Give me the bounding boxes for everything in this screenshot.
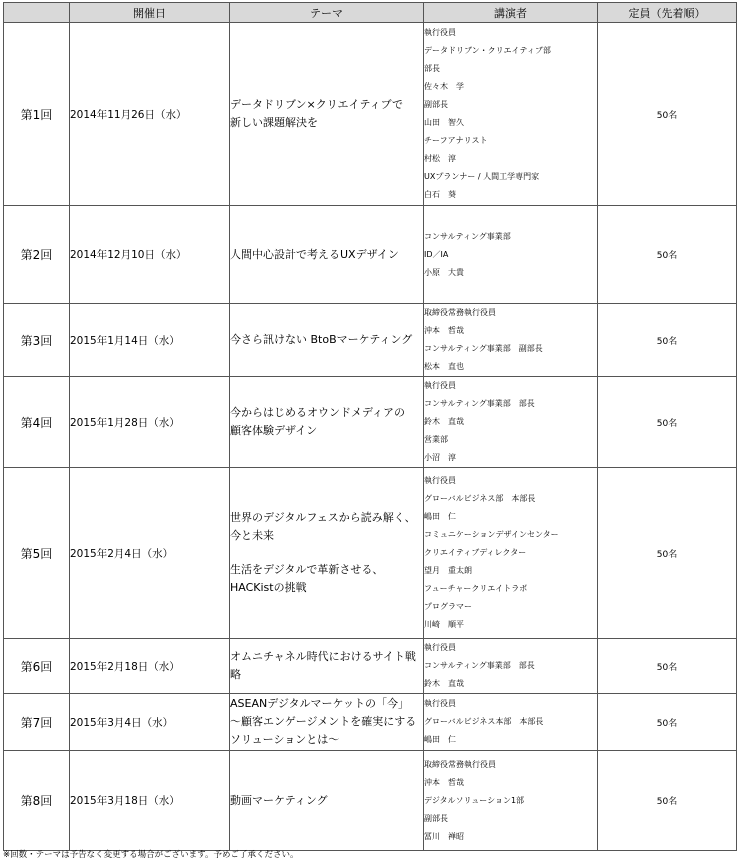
theme-line: 略 (230, 668, 241, 681)
speaker-line: 沖本 哲哉 (424, 777, 464, 787)
session-capacity: 50名 (598, 639, 737, 694)
session-number: 第8回 (4, 751, 70, 851)
session-date: 2015年3月18日（水） (70, 751, 230, 851)
speaker-line: UXプランナー / 人間工学専門家 (424, 172, 540, 181)
header-row (4, 3, 737, 23)
speaker-line: 佐々木 学 (424, 82, 464, 91)
speaker-line: 営業部 (424, 435, 448, 444)
speaker-line: 取締役常務執行役員 (424, 308, 496, 317)
session-capacity: 50名 (598, 206, 737, 304)
speaker-line: 副部長 (424, 813, 448, 823)
session-date: 2015年1月28日（水） (70, 377, 230, 468)
speaker-line: 沖本 哲哉 (424, 326, 464, 335)
speaker-line: 嶋田 仁 (424, 512, 456, 521)
speaker-line: 山田 智久 (424, 118, 464, 127)
speaker-line: コンサルティング事業部 部長 (424, 399, 535, 408)
speaker-line: 小沼 淳 (424, 453, 456, 462)
session-capacity: 50名 (598, 304, 737, 377)
session-capacity: 50名 (598, 377, 737, 468)
speaker-line: 執行役員 (424, 643, 456, 652)
theme-line: 今と未来 (230, 529, 274, 542)
session-theme (230, 206, 424, 304)
header-capacity: 定員（先着順） (598, 3, 737, 23)
speaker-line: コミュニケーションデザインセンター (424, 530, 559, 539)
theme-line: ASEANデジタルマーケットの「今」 (230, 697, 409, 710)
speaker-line: 鈴木 直哉 (424, 679, 464, 688)
speaker-line: コンサルティング事業部 部長 (424, 661, 535, 670)
session-capacity: 50名 (598, 23, 737, 206)
speaker-line: ID／IA (424, 249, 449, 259)
session-theme (230, 304, 424, 377)
session-date: 2014年12月10日（水） (70, 206, 230, 304)
session-date: 2014年11月26日（水） (70, 23, 230, 206)
session-theme (230, 694, 424, 751)
session-number: 第1回 (4, 23, 70, 206)
header-speakers: 講演者 (424, 3, 598, 23)
session-number: 第4回 (4, 377, 70, 468)
session-theme (230, 377, 424, 468)
speaker-line: 取締役常務執行役員 (424, 759, 496, 769)
speaker-line: クリエイティブディレクター (424, 548, 527, 557)
speaker-line: フューチャークリエイトラボ (424, 584, 528, 593)
speaker-line: 松本 直也 (424, 362, 464, 371)
speaker-line: データドリブン・クリエイティブ部 (424, 46, 551, 55)
theme-spacer (230, 545, 423, 561)
table-row (4, 468, 737, 639)
header-date: 開催日 (70, 3, 230, 23)
table-row (4, 751, 737, 851)
speaker-line: コンサルティング事業部 副部長 (424, 344, 543, 353)
theme-line: ～顧客エンゲージメントを確実にする (230, 715, 417, 728)
table-row (4, 304, 737, 377)
speaker-line: 執行役員 (424, 699, 456, 708)
session-date: 2015年2月4日（水） (70, 468, 230, 639)
theme-line: データドリブン×クリエイティブで (230, 98, 404, 111)
session-date: 2015年2月18日（水） (70, 639, 230, 694)
speaker-line: 部長 (424, 64, 440, 73)
theme-line: 動画マーケティング (230, 793, 328, 807)
speaker-line: グローバルビジネス部 本部長 (424, 494, 536, 503)
session-number: 第2回 (4, 206, 70, 304)
session-speakers (424, 206, 598, 304)
speaker-line: 川崎 順平 (424, 620, 464, 629)
session-speakers (424, 751, 598, 851)
speaker-line: 執行役員 (424, 476, 456, 485)
table-row (4, 639, 737, 694)
session-capacity: 50名 (598, 751, 737, 851)
session-speakers (424, 639, 598, 694)
speaker-line: 冨川 禅昭 (424, 831, 464, 841)
speaker-line: 副部長 (424, 100, 448, 109)
speaker-line: 小原 大貴 (424, 267, 464, 277)
seminar-schedule-table (3, 2, 737, 851)
session-date: 2015年1月14日（水） (70, 304, 230, 377)
theme-line: ソリューションとは～ (230, 733, 340, 746)
session-number: 第6回 (4, 639, 70, 694)
session-number: 第7回 (4, 694, 70, 751)
table-row (4, 206, 737, 304)
theme-line: 新しい課題解決を (230, 116, 318, 129)
speaker-line: デジタルソリューション1部 (424, 795, 525, 805)
session-number: 第5回 (4, 468, 70, 639)
session-capacity: 50名 (598, 694, 737, 751)
speaker-line: 嶋田 仁 (424, 735, 456, 744)
session-speakers (424, 304, 598, 377)
speaker-line: 望月 重太朗 (424, 566, 472, 575)
speaker-line: グローバルビジネス本部 本部長 (424, 717, 544, 726)
session-speakers (424, 23, 598, 206)
theme-line: 今からはじめるオウンドメディアの (230, 406, 406, 419)
theme-line: 生活をデジタルで革新させる、 (230, 563, 384, 576)
speaker-line: 執行役員 (424, 28, 456, 37)
speaker-line: 執行役員 (424, 381, 456, 390)
speaker-line: チーフアナリスト (424, 136, 488, 145)
session-speakers (424, 377, 598, 468)
theme-line: 今さら訊けない BtoBマーケティング (230, 333, 413, 346)
speaker-line: コンサルティング事業部 (424, 231, 511, 241)
theme-line: 人間中心設計で考えるUXデザイン (230, 247, 399, 261)
theme-line: オムニチャネル時代におけるサイト戦 (230, 650, 416, 663)
theme-line: 顧客体験デザイン (230, 424, 318, 437)
session-theme (230, 639, 424, 694)
session-speakers (424, 694, 598, 751)
session-theme (230, 23, 424, 206)
table-row (4, 23, 737, 206)
header-theme: テーマ (230, 3, 424, 23)
theme-line: 世界のデジタルフェスから読み解く、 (230, 511, 416, 524)
session-capacity: 50名 (598, 468, 737, 639)
footnote: ※回数・テーマは予告なく変更する場合がございます。予めご了承ください。 (3, 850, 299, 860)
session-theme (230, 468, 424, 639)
speaker-line: 白石 葵 (424, 190, 456, 199)
table-row (4, 694, 737, 751)
theme-line: HACKistの挑戦 (230, 581, 307, 594)
session-date: 2015年3月4日（水） (70, 694, 230, 751)
speaker-line: プログラマー (424, 602, 472, 611)
header-session (4, 3, 70, 23)
session-theme (230, 751, 424, 851)
table-row (4, 377, 737, 468)
speaker-line: 鈴木 直哉 (424, 417, 464, 426)
speaker-line: 村松 淳 (424, 154, 456, 163)
session-number: 第3回 (4, 304, 70, 377)
session-speakers (424, 468, 598, 639)
